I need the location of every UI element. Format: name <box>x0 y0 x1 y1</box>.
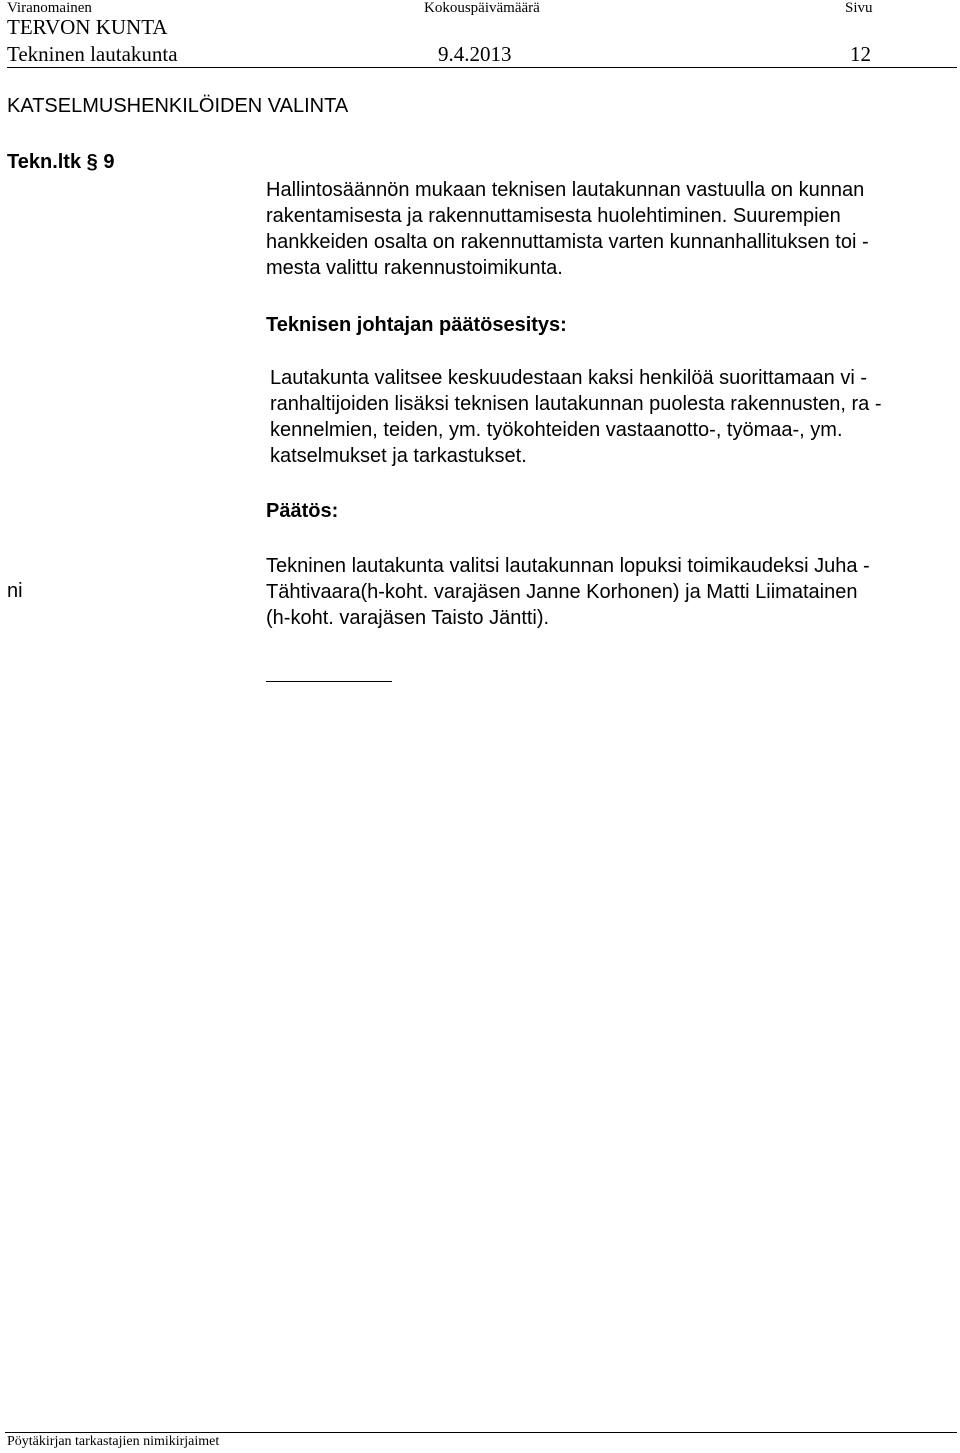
signature-line <box>266 681 392 682</box>
organization-name: TERVON KUNTA <box>7 15 168 39</box>
footer-label: Pöytäkirjan tarkastajien nimikirjaimet <box>7 1434 220 1449</box>
section-reference: Tekn.ltk § 9 <box>7 151 115 173</box>
page-label: Sivu <box>845 0 873 16</box>
proposal-paragraph <box>270 365 882 469</box>
header-divider <box>7 67 957 68</box>
date-label: Kokouspäivämäärä <box>424 0 540 16</box>
intro-line: hankkeiden osalta on rakennuttamista varten kunnanhallituksen toi - <box>266 231 869 253</box>
intro-line: rakentamisesta ja rakennuttamisesta huolehtiminen. Suurempien <box>266 205 841 227</box>
page-number: 12 <box>850 42 871 66</box>
decision-line: Tähtivaara(h-koht. varajäsen Janne Korhonen) ja Matti Liimatainen <box>266 581 858 603</box>
intro-paragraph <box>266 177 869 281</box>
proposal-line: Lautakunta valitsee keskuudestaan kaksi henkilöä suorittamaan vi - <box>270 367 868 389</box>
intro-line: mesta valittu rakennustoimikunta. <box>266 257 563 279</box>
side-mark: ni <box>7 580 23 602</box>
decision-line: (h-koht. varajäsen Taisto Jäntti). <box>266 607 550 629</box>
proposal-line: kennelmien, teiden, ym. työkohteiden vastaanotto-, työmaa-, ym. <box>270 419 843 441</box>
proposal-line: katselmukset ja tarkastukset. <box>270 445 527 467</box>
author-label: Viranomainen <box>7 0 92 16</box>
proposal-heading: Teknisen johtajan päätösesitys: <box>266 314 567 336</box>
intro-line: Hallintosäännön mukaan teknisen lautakunnan vastuulla on kunnan <box>266 179 865 201</box>
decision-heading: Päätös: <box>266 500 339 522</box>
decision-line: Tekninen lautakunta valitsi lautakunnan lopuksi toimikaudeksi Juha - <box>266 555 870 577</box>
committee-name: Tekninen lautakunta <box>7 42 178 66</box>
decision-paragraph <box>266 553 870 631</box>
footer-divider <box>5 1432 957 1433</box>
meeting-date: 9.4.2013 <box>438 42 512 66</box>
proposal-line: ranhaltijoiden lisäksi teknisen lautakunnan puolesta rakennusten, ra - <box>270 393 882 415</box>
document-title: KATSELMUSHENKILÖIDEN VALINTA <box>7 95 349 117</box>
